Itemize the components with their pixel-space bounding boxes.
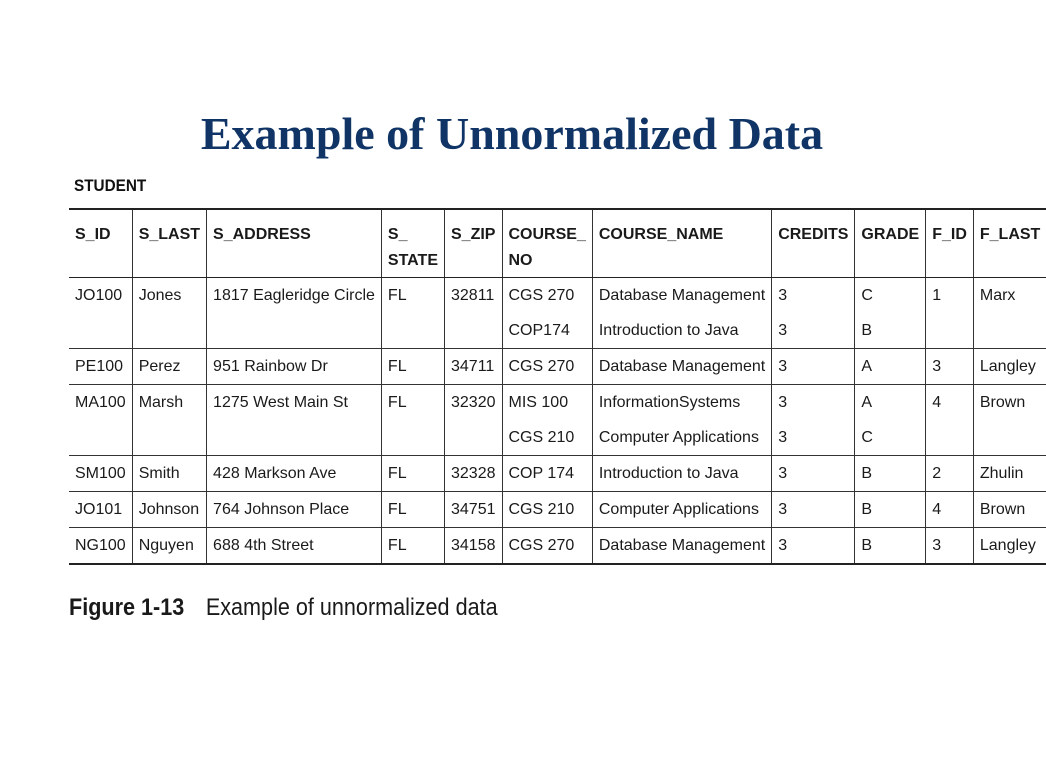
column-header-text: S_LAST bbox=[138, 226, 201, 243]
column-header-text: NO bbox=[508, 252, 533, 269]
table-row bbox=[69, 455, 1046, 491]
table-cell: 32811 bbox=[445, 277, 503, 313]
table-cell: A bbox=[855, 348, 926, 384]
table-cell: Computer Applications bbox=[592, 491, 771, 527]
table-cell: Zhulin bbox=[973, 455, 1046, 491]
table-cell: NG100 bbox=[69, 527, 132, 564]
table-cell: Marx bbox=[973, 277, 1046, 313]
table-row bbox=[69, 527, 1046, 564]
table-cell: Nguyen bbox=[132, 527, 206, 564]
table-cell: CGS 210 bbox=[502, 491, 592, 527]
table-cell: CGS 210 bbox=[502, 420, 592, 456]
table-cell: Database Management bbox=[592, 527, 771, 564]
column-header-text: S_ZIP bbox=[451, 226, 496, 243]
figure-caption-text: Example of unnormalized data bbox=[205, 594, 498, 621]
table-cell bbox=[926, 420, 974, 456]
column-header-text: COURSE_ bbox=[508, 226, 586, 243]
table-row bbox=[69, 277, 1046, 313]
table-cell bbox=[381, 420, 444, 456]
table-cell: 34711 bbox=[445, 348, 503, 384]
table-cell: Computer Applications bbox=[592, 420, 771, 456]
table-cell: 2 bbox=[926, 455, 974, 491]
table-cell: Jones bbox=[132, 277, 206, 313]
column-header-text: F_ID bbox=[932, 226, 967, 243]
table-cell: 688 4th Street bbox=[207, 527, 382, 564]
table-cell bbox=[381, 313, 444, 349]
table-cell: 3 bbox=[926, 527, 974, 564]
table-cell: 951 Rainbow Dr bbox=[207, 348, 382, 384]
table-cell: InformationSystems bbox=[592, 384, 771, 420]
table-cell: B bbox=[855, 527, 926, 564]
table-cell: Introduction to Java bbox=[592, 313, 771, 349]
table-cell: 1275 West Main St bbox=[207, 384, 382, 420]
table-cell: Database Management bbox=[592, 348, 771, 384]
table-cell: Database Management bbox=[592, 277, 771, 313]
table-cell: 32328 bbox=[445, 455, 503, 491]
table-cell: B bbox=[855, 491, 926, 527]
table-container bbox=[69, 208, 1041, 565]
table-cell: 3 bbox=[926, 348, 974, 384]
table-cell: B bbox=[855, 455, 926, 491]
table-row bbox=[69, 420, 1046, 456]
column-header-text: COURSE_NAME bbox=[598, 226, 724, 243]
table-cell: Perez bbox=[132, 348, 206, 384]
table-cell: FL bbox=[381, 348, 444, 384]
table-cell: A bbox=[855, 384, 926, 420]
table-cell: FL bbox=[381, 491, 444, 527]
table-cell: 3 bbox=[772, 527, 855, 564]
table-cell: Langley bbox=[973, 348, 1046, 384]
table-cell: COP 174 bbox=[502, 455, 592, 491]
table-header bbox=[69, 209, 1046, 277]
table-cell bbox=[445, 313, 503, 349]
column-header bbox=[381, 209, 444, 277]
column-header bbox=[772, 209, 855, 277]
column-header-text: STATE bbox=[387, 252, 438, 269]
table-cell: PE100 bbox=[69, 348, 132, 384]
column-header bbox=[973, 209, 1046, 277]
figure-caption bbox=[69, 594, 498, 622]
table-cell: 3 bbox=[772, 348, 855, 384]
column-header-text: S_ bbox=[387, 226, 408, 243]
column-header-text: S_ID bbox=[75, 226, 111, 243]
table-cell: C bbox=[855, 420, 926, 456]
table-cell: CGS 270 bbox=[502, 277, 592, 313]
table-cell bbox=[69, 313, 132, 349]
column-header-text: CREDITS bbox=[778, 226, 849, 243]
table-cell: 1 bbox=[926, 277, 974, 313]
column-header bbox=[592, 209, 771, 277]
table-cell bbox=[973, 313, 1046, 349]
student-table bbox=[69, 208, 1046, 565]
table-cell bbox=[132, 313, 206, 349]
table-cell: Brown bbox=[973, 384, 1046, 420]
figure-number: Figure 1-13 bbox=[69, 594, 185, 621]
table-row bbox=[69, 491, 1046, 527]
column-header-text: F_LAST bbox=[979, 226, 1041, 243]
table-cell: B bbox=[855, 313, 926, 349]
table-row bbox=[69, 313, 1046, 349]
column-header-text: S_ADDRESS bbox=[213, 226, 311, 243]
table-row bbox=[69, 348, 1046, 384]
table-cell: FL bbox=[381, 384, 444, 420]
table-cell: 764 Johnson Place bbox=[207, 491, 382, 527]
table-cell: Smith bbox=[132, 455, 206, 491]
table-cell: FL bbox=[381, 527, 444, 564]
column-header bbox=[926, 209, 974, 277]
table-cell: SM100 bbox=[69, 455, 132, 491]
table-cell: COP174 bbox=[502, 313, 592, 349]
table-cell bbox=[69, 420, 132, 456]
table-cell: CGS 270 bbox=[502, 348, 592, 384]
table-cell bbox=[207, 420, 382, 456]
table-cell: CGS 270 bbox=[502, 527, 592, 564]
table-cell: JO101 bbox=[69, 491, 132, 527]
table-cell: Langley bbox=[973, 527, 1046, 564]
column-header bbox=[502, 209, 592, 277]
table-cell bbox=[132, 420, 206, 456]
table-cell: 4 bbox=[926, 384, 974, 420]
table-cell: Marsh bbox=[132, 384, 206, 420]
table-cell: 4 bbox=[926, 491, 974, 527]
table-cell: 3 bbox=[772, 313, 855, 349]
table-cell: Johnson bbox=[132, 491, 206, 527]
table-cell: 34751 bbox=[445, 491, 503, 527]
table-cell: 32320 bbox=[445, 384, 503, 420]
table-cell: MIS 100 bbox=[502, 384, 592, 420]
column-header bbox=[855, 209, 926, 277]
table-cell: 428 Markson Ave bbox=[207, 455, 382, 491]
column-header bbox=[132, 209, 206, 277]
table-label: STUDENT bbox=[74, 176, 147, 195]
column-header-text: GRADE bbox=[861, 226, 920, 243]
table-cell bbox=[445, 420, 503, 456]
table-cell: 3 bbox=[772, 455, 855, 491]
column-header bbox=[445, 209, 503, 277]
column-header bbox=[69, 209, 132, 277]
table-cell bbox=[973, 420, 1046, 456]
table-cell: 3 bbox=[772, 491, 855, 527]
table-cell bbox=[207, 313, 382, 349]
table-cell: 3 bbox=[772, 420, 855, 456]
table-cell: 34158 bbox=[445, 527, 503, 564]
table-cell: 1817 Eagleridge Circle bbox=[207, 277, 382, 313]
table-cell: 3 bbox=[772, 277, 855, 313]
slide-title: Example of Unnormalized Data bbox=[200, 108, 824, 159]
table-cell: Brown bbox=[973, 491, 1046, 527]
table-cell: MA100 bbox=[69, 384, 132, 420]
table-cell: C bbox=[855, 277, 926, 313]
table-body bbox=[69, 277, 1046, 564]
table-cell bbox=[926, 313, 974, 349]
table-cell: Introduction to Java bbox=[592, 455, 771, 491]
table-row bbox=[69, 384, 1046, 420]
table-cell: JO100 bbox=[69, 277, 132, 313]
table-cell: 3 bbox=[772, 384, 855, 420]
header-row bbox=[69, 209, 1046, 277]
table-cell: FL bbox=[381, 455, 444, 491]
table-cell: FL bbox=[381, 277, 444, 313]
column-header bbox=[207, 209, 382, 277]
